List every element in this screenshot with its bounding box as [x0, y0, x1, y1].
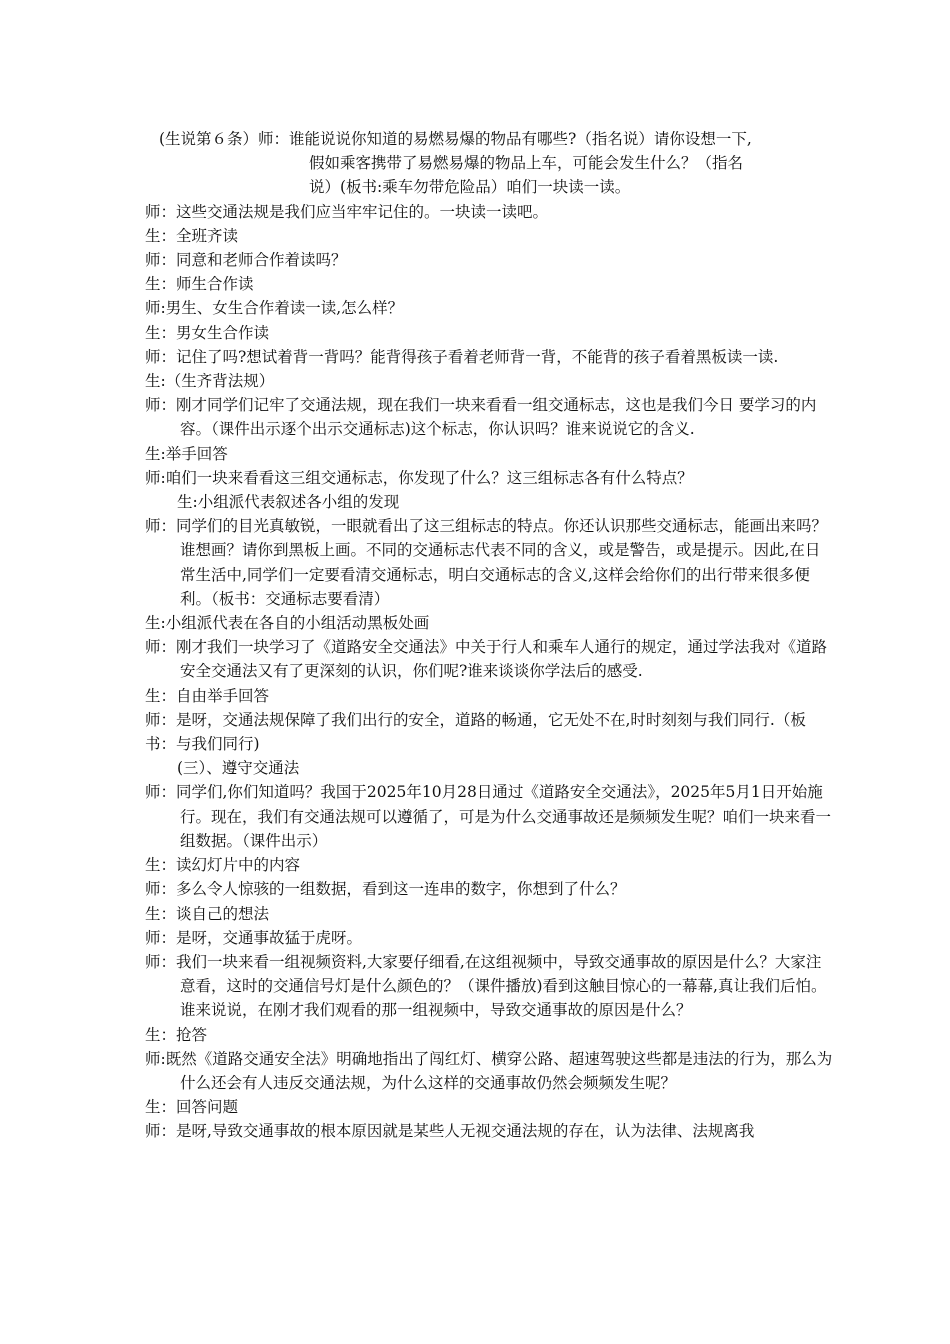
- paragraph-18: 师：是呀，交通法规保障了我们出行的安全，道路的畅通，它无处不在,时时刻刻与我们同行.（板书：与我们同行): [145, 710, 806, 754]
- paragraph-22: 师：多么令人惊骇的一组数据，看到这一连串的数字，你想到了什么？: [145, 880, 626, 899]
- paragraph-19: (三）、遵守交通法: [177, 759, 300, 778]
- paragraph-1-line-3: 说）(板书:乘车勿带危险品）咱们一块读一读。: [309, 178, 631, 197]
- paragraph-23: 生：谈自己的想法: [145, 904, 270, 923]
- paragraph-14: 师：同学们的目光真敏锐，一眼就看出了这三组标志的特点。你还认识那些交通标志，能画出来吗？谁想画？请你到黑板上画。不同的交通标志代表不同的含义，或是警告，或是提示。因此,在日常生活中,同学们一定要看清交通标志，明白交通标志的含义,这样会给你们的出行带来很多便利。（板书：交通标志要看清）: [145, 517, 828, 608]
- paragraph-11: 生:举手回答: [145, 444, 228, 463]
- paragraph-9: 生:（生齐背法规）: [145, 372, 275, 391]
- document-body: [145, 127, 835, 1144]
- paragraph-1-line-2: 假如乘客携带了易燃易爆的物品上车，可能会发生什么？（指名: [309, 154, 744, 173]
- paragraph-13: 生:小组派代表叙述各小组的发现: [177, 493, 400, 512]
- paragraph-16: 师：刚才我们一块学习了《道路安全交通法》中关于行人和乘车人通行的规定，通过学法我对《道路安全交通法又有了更深刻的认识，你们呢?谁来谈谈你学法后的感受.: [145, 638, 828, 681]
- paragraph-1: [145, 127, 835, 200]
- paragraph-29: 师：是呀,导致交通事故的根本原因就是某些人无视交通法规的存在，认为法律、法规离我: [145, 1122, 755, 1141]
- paragraph-20: 师：同学们,你们知道吗？我国于2025年10月28日通过《道路安全交通法》，2025年5月1日开始施行。现在，我们有交通法规可以遵循了，可是为什么交通事故还是频频发生呢？咱们一块来看一组数据。（课件出示）: [145, 783, 832, 850]
- paragraph-25: 师：我们一块来看一组视频资料,大家要仔细看,在这组视频中，导致交通事故的原因是什么？大家注意看，这时的交通信号灯是什么颜色的？（课件播放)看到这触目惊心的一幕幕,真让我们后怕。谁来说说，在刚才我们观看的那一组视频中，导致交通事故的原因是什么？: [145, 952, 827, 1020]
- paragraph-7: 生：男女生合作读: [145, 323, 270, 342]
- paragraph-28: 生：回答问题: [145, 1098, 239, 1117]
- paragraph-17: 生：自由举手回答: [145, 686, 270, 705]
- paragraph-5: 生：师生合作读: [145, 275, 254, 294]
- paragraph-8: 师：记住了吗?想试着背一背吗？能背得孩子看着老师背一背，不能背的孩子看着黑板读一读.: [145, 347, 779, 366]
- paragraph-15: 生:小组派代表在各自的小组活动黑板处画: [145, 614, 430, 633]
- paragraph-4: 师：同意和老师合作着读吗？: [145, 251, 347, 270]
- paragraph-26: 生：抢答: [145, 1025, 208, 1044]
- paragraph-10: 师：刚才同学们记牢了交通法规，现在我们一块来看看一组交通标志，这也是我们今日 要学习的内容。（课件出示逐个出示交通标志)这个标志，你认识吗？谁来说说它的含义.: [145, 396, 817, 439]
- paragraph-12: 师:咱们一块来看看这三组交通标志，你发现了什么？这三组标志各有什么特点？: [145, 468, 693, 487]
- paragraph-24: 师：是呀，交通事故猛于虎呀。: [145, 928, 363, 947]
- paragraph-21: 生：读幻灯片中的内容: [145, 856, 301, 875]
- paragraph-6: 师:男生、女生合作着读一读,怎么样？: [145, 299, 404, 318]
- paragraph-27: 师:既然《道路交通安全法》明确地指出了闯红灯、横穿公路、超速驾驶这些都是违法的行为，那么为什么还会有人违反交通法规，为什么这样的交通事故仍然会频频发生呢？: [145, 1049, 833, 1092]
- paragraph-3: 生：全班齐读: [145, 226, 239, 245]
- paragraph-2: 师：这些交通法规是我们应当牢牢记住的。一块读一读吧。: [145, 202, 549, 221]
- paragraph-1-line-1: (生说第６条）师：谁能说说你知道的易燃易爆的物品有哪些?（指名说）请你设想一下,: [159, 130, 752, 148]
